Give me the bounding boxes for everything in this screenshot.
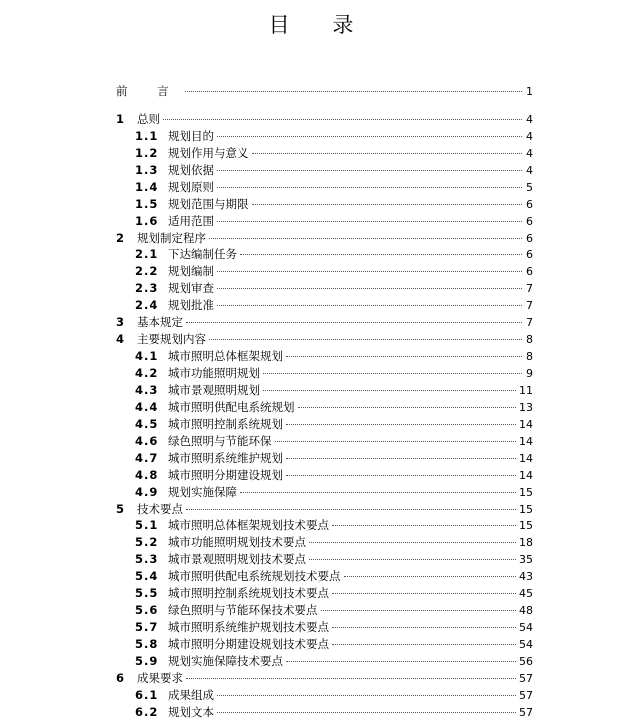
toc-entry-section[interactable]	[116, 551, 533, 568]
toc-entry-number: 1.1	[135, 128, 159, 143]
toc-entry-page: 18	[519, 536, 533, 550]
toc-entry-page: 54	[519, 638, 533, 651]
toc-entry-title: 城市照明分期建设规划	[168, 467, 283, 482]
toc-entry-number: 5.2	[135, 535, 159, 550]
toc-dot-leader	[217, 695, 516, 696]
toc-dot-leader	[263, 390, 516, 391]
toc-entry-title: 成果要求	[137, 670, 183, 685]
toc-entry-title: 城市照明控制系统规划技术要点	[168, 586, 329, 601]
toc-dot-leader	[209, 238, 522, 239]
toc-entry-number: 4.5	[135, 416, 159, 431]
toc-entry-section[interactable]	[116, 704, 533, 721]
toc-entry-section[interactable]	[116, 416, 533, 433]
toc-entry-page: 14	[519, 468, 533, 482]
toc-entry-page: 15	[519, 502, 533, 516]
toc-entry-number: 5	[116, 501, 125, 516]
toc-dot-leader	[217, 305, 522, 306]
toc-entry-number: 4.1	[135, 349, 159, 364]
toc-entry-title: 城市照明供配电系统规划技术要点	[168, 569, 341, 584]
toc-entry-title: 城市照明系统维护规划	[168, 450, 283, 465]
toc-entry-page: 9	[526, 367, 533, 380]
toc-entry-number: 1.2	[135, 145, 159, 160]
toc-entry-page: 4	[526, 129, 533, 143]
toc-entry-page: 4	[526, 146, 533, 160]
toc-entry-title: 城市景观照明规划技术要点	[168, 552, 306, 567]
toc-dot-leader	[217, 712, 516, 713]
toc-entry-page: 4	[526, 163, 533, 177]
toc-entry-page: 4	[526, 112, 533, 126]
toc-entry-number: 4.9	[135, 484, 159, 499]
toc-dot-leader	[185, 91, 522, 92]
toc-entry-title: 城市照明总体框架规划	[168, 349, 283, 364]
toc-entry-section[interactable]	[116, 450, 533, 467]
toc-entry-chapter[interactable]	[116, 670, 533, 687]
toc-entry-section[interactable]	[116, 348, 533, 365]
toc-entry-page: 6	[526, 231, 533, 245]
toc-entry-section[interactable]	[116, 145, 533, 162]
toc-entry-number: 4.4	[135, 399, 159, 414]
toc-entry-title: 绿色照明与节能环保技术要点	[168, 603, 318, 618]
toc-entry-title: 城市功能照明规划	[168, 366, 260, 380]
toc-dot-leader	[286, 356, 522, 357]
toc-entry-page: 8	[526, 350, 533, 364]
toc-entry-section[interactable]	[116, 246, 533, 263]
toc-entry-title: 主要规划内容	[137, 332, 206, 347]
toc-entry-page: 6	[526, 197, 533, 211]
toc-dot-leader	[217, 136, 522, 137]
toc-entry-number: 5.5	[135, 586, 159, 601]
toc-entry-number: 2	[116, 230, 125, 245]
toc-dot-leader	[298, 407, 517, 408]
toc-entry-section[interactable]	[116, 365, 533, 382]
toc-entry-chapter[interactable]	[116, 314, 533, 331]
toc-entry-title: 技术要点	[137, 501, 183, 516]
toc-dot-leader	[217, 170, 522, 171]
toc-entry-page: 15	[519, 519, 533, 533]
toc-entry-number: 6	[116, 670, 125, 685]
toc-entry-number: 5.9	[135, 653, 159, 668]
toc-entry-page: 57	[519, 705, 533, 719]
toc-entry-title: 城市功能照明规划技术要点	[168, 535, 306, 550]
toc-entry-number: 1.4	[135, 179, 159, 194]
toc-entry-section[interactable]	[116, 467, 533, 484]
toc-dot-leader	[186, 678, 516, 679]
toc-entry-page: 13	[519, 400, 533, 414]
toc-dot-leader	[163, 119, 522, 120]
toc-dot-leader	[309, 542, 516, 543]
toc-dot-leader	[252, 153, 523, 154]
toc-entry-section[interactable]	[116, 568, 533, 585]
toc-dot-leader	[186, 322, 522, 323]
toc-entry-section[interactable]	[116, 162, 533, 179]
toc-entry-page: 54	[519, 621, 533, 635]
toc-dot-leader	[286, 661, 516, 662]
toc-entry-section[interactable]	[116, 433, 533, 450]
toc-entry-title: 城市照明控制系统规划	[168, 416, 283, 431]
toc-entry-number: 1	[116, 111, 125, 126]
toc-dot-leader	[217, 288, 522, 289]
toc-entry-section[interactable]	[116, 280, 533, 297]
toc-entry-number: 4	[116, 332, 125, 347]
toc-entry-title: 规划作用与意义	[168, 145, 249, 160]
toc-entry-number: 5.8	[135, 637, 159, 651]
toc-entry-number: 3	[116, 315, 125, 330]
toc-entry-page: 14	[519, 434, 533, 448]
toc-entry-title: 适用范围	[168, 213, 214, 228]
toc-entry-section[interactable]	[116, 687, 533, 704]
toc-entry-section[interactable]	[116, 213, 533, 230]
toc-entry-number: 5.6	[135, 603, 159, 618]
toc-entry-chapter[interactable]	[116, 331, 533, 348]
toc-dot-leader	[275, 441, 517, 442]
toc-entry-page: 5	[526, 180, 533, 194]
toc-entry-section[interactable]	[116, 263, 533, 280]
toc-entry-number: 4.2	[135, 366, 159, 380]
toc-entry-page: 6	[526, 214, 533, 228]
toc-entry-page: 7	[526, 299, 533, 313]
toc-entry-number: 5.3	[135, 552, 159, 567]
toc-entry-section[interactable]	[116, 399, 533, 416]
toc-entry-chapter[interactable]	[116, 501, 533, 518]
toc-entry-section[interactable]	[116, 619, 533, 636]
toc-dot-leader	[332, 525, 516, 526]
toc-entry-page: 45	[519, 587, 533, 601]
toc-entry-title: 规划目的	[168, 128, 214, 143]
toc-entry-number: 1.3	[135, 162, 159, 177]
toc-entry-section[interactable]	[116, 636, 533, 653]
toc-entry-chapter[interactable]	[116, 111, 533, 128]
toc-entry-title: 城市照明系统维护规划技术要点	[168, 620, 329, 635]
toc-dot-leader	[240, 492, 516, 493]
toc-entry-number: 2.2	[135, 264, 159, 279]
toc-entry-number: 1.6	[135, 213, 159, 228]
toc-entry-number: 4.7	[135, 450, 159, 465]
toc-entry-section[interactable]	[116, 128, 533, 145]
toc-list	[116, 83, 533, 721]
toc-entry-page: 15	[519, 485, 533, 499]
toc-entry-page: 7	[526, 316, 533, 330]
toc-entry-page: 11	[519, 383, 533, 397]
toc-entry-number: 4.6	[135, 433, 159, 448]
toc-entry-page: 48	[519, 604, 533, 618]
toc-entry-title: 前 言	[116, 84, 182, 98]
toc-entry-title: 规划编制	[168, 264, 214, 279]
toc-entry-title: 规划依据	[168, 162, 214, 177]
toc-entry-title: 城市照明总体框架规划技术要点	[168, 518, 329, 533]
toc-dot-leader	[321, 610, 517, 611]
toc-entry-number: 4.8	[135, 467, 159, 482]
toc-entry-number: 2.1	[135, 247, 159, 262]
toc-entry-section[interactable]	[116, 297, 533, 314]
toc-entry-section[interactable]	[116, 196, 533, 213]
toc-entry-number: 6.2	[135, 704, 159, 719]
toc-dot-leader	[240, 254, 522, 255]
toc-entry-title: 城市景观照明规划	[168, 382, 260, 397]
toc-dot-leader	[332, 627, 516, 628]
toc-entry-number: 2.4	[135, 298, 159, 313]
toc-entry-chapter[interactable]	[116, 230, 533, 247]
toc-dot-leader	[286, 424, 516, 425]
toc-entry-number: 4.3	[135, 382, 159, 397]
toc-entry-section[interactable]	[116, 517, 533, 534]
toc-entry-number: 2.3	[135, 281, 159, 296]
toc-entry-number: 1.5	[135, 196, 159, 211]
toc-dot-leader	[217, 221, 522, 222]
toc-entry-page: 6	[526, 265, 533, 279]
toc-entry-section[interactable]	[116, 534, 533, 551]
toc-entry-title: 城市照明分期建设规划技术要点	[168, 637, 329, 651]
toc-dot-leader	[209, 339, 522, 340]
toc-dot-leader	[344, 576, 517, 577]
toc-entry-page: 56	[519, 654, 533, 668]
toc-entry-page: 35	[519, 553, 533, 567]
toc-entry-title: 规划实施保障	[168, 484, 237, 499]
toc-entry-title: 总则	[137, 111, 160, 126]
toc-entry-title: 绿色照明与节能环保	[168, 433, 272, 448]
toc-entry-title: 规划原则	[168, 179, 214, 194]
toc-entry-preface[interactable]	[116, 83, 533, 100]
toc-entry-section[interactable]	[116, 602, 533, 619]
toc-entry-title: 规划文本	[168, 704, 214, 719]
toc-entry-title: 规划制定程序	[137, 230, 206, 245]
toc-entry-title: 规划实施保障技术要点	[168, 653, 283, 668]
toc-entry-section[interactable]	[116, 585, 533, 602]
toc-dot-leader	[332, 644, 516, 645]
toc-entry-number: 5.1	[135, 518, 159, 533]
toc-entry-title: 规划批准	[168, 298, 214, 313]
toc-entry-title: 下达编制任务	[168, 247, 237, 262]
toc-entry-section[interactable]	[116, 653, 533, 670]
toc-entry-page: 8	[526, 333, 533, 347]
toc-dot-leader	[286, 458, 516, 459]
toc-dot-leader	[217, 271, 522, 272]
toc-dot-leader	[217, 187, 522, 188]
toc-entry-title: 规划范围与期限	[168, 196, 249, 211]
toc-entry-page: 14	[519, 451, 533, 465]
toc-entry-page: 7	[526, 282, 533, 296]
toc-entry-title: 城市照明供配电系统规划	[168, 399, 295, 414]
toc-dot-leader	[252, 204, 523, 205]
toc-entry-page: 1	[526, 85, 533, 98]
toc-dot-leader	[332, 593, 516, 594]
toc-entry-number: 5.7	[135, 620, 159, 635]
toc-dot-leader	[309, 559, 516, 560]
toc-entry-page: 57	[519, 688, 533, 702]
toc-entry-section[interactable]	[116, 179, 533, 196]
toc-dot-leader	[286, 475, 516, 476]
toc-entry-section[interactable]	[116, 484, 533, 501]
toc-entry-page: 57	[519, 671, 533, 685]
toc-dot-leader	[263, 373, 522, 374]
toc-entry-page: 6	[526, 248, 533, 262]
toc-entry-title: 基本规定	[137, 315, 183, 330]
toc-entry-number: 5.4	[135, 569, 159, 584]
toc-dot-leader	[186, 509, 516, 510]
toc-heading: 目 录	[268, 13, 372, 37]
toc-entry-title: 成果组成	[168, 687, 214, 702]
toc-entry-section[interactable]	[116, 382, 533, 399]
toc-entry-page: 43	[519, 570, 533, 584]
toc-entry-number: 6.1	[135, 687, 159, 702]
toc-entry-page: 14	[519, 417, 533, 431]
toc-entry-title: 规划审查	[168, 281, 214, 296]
